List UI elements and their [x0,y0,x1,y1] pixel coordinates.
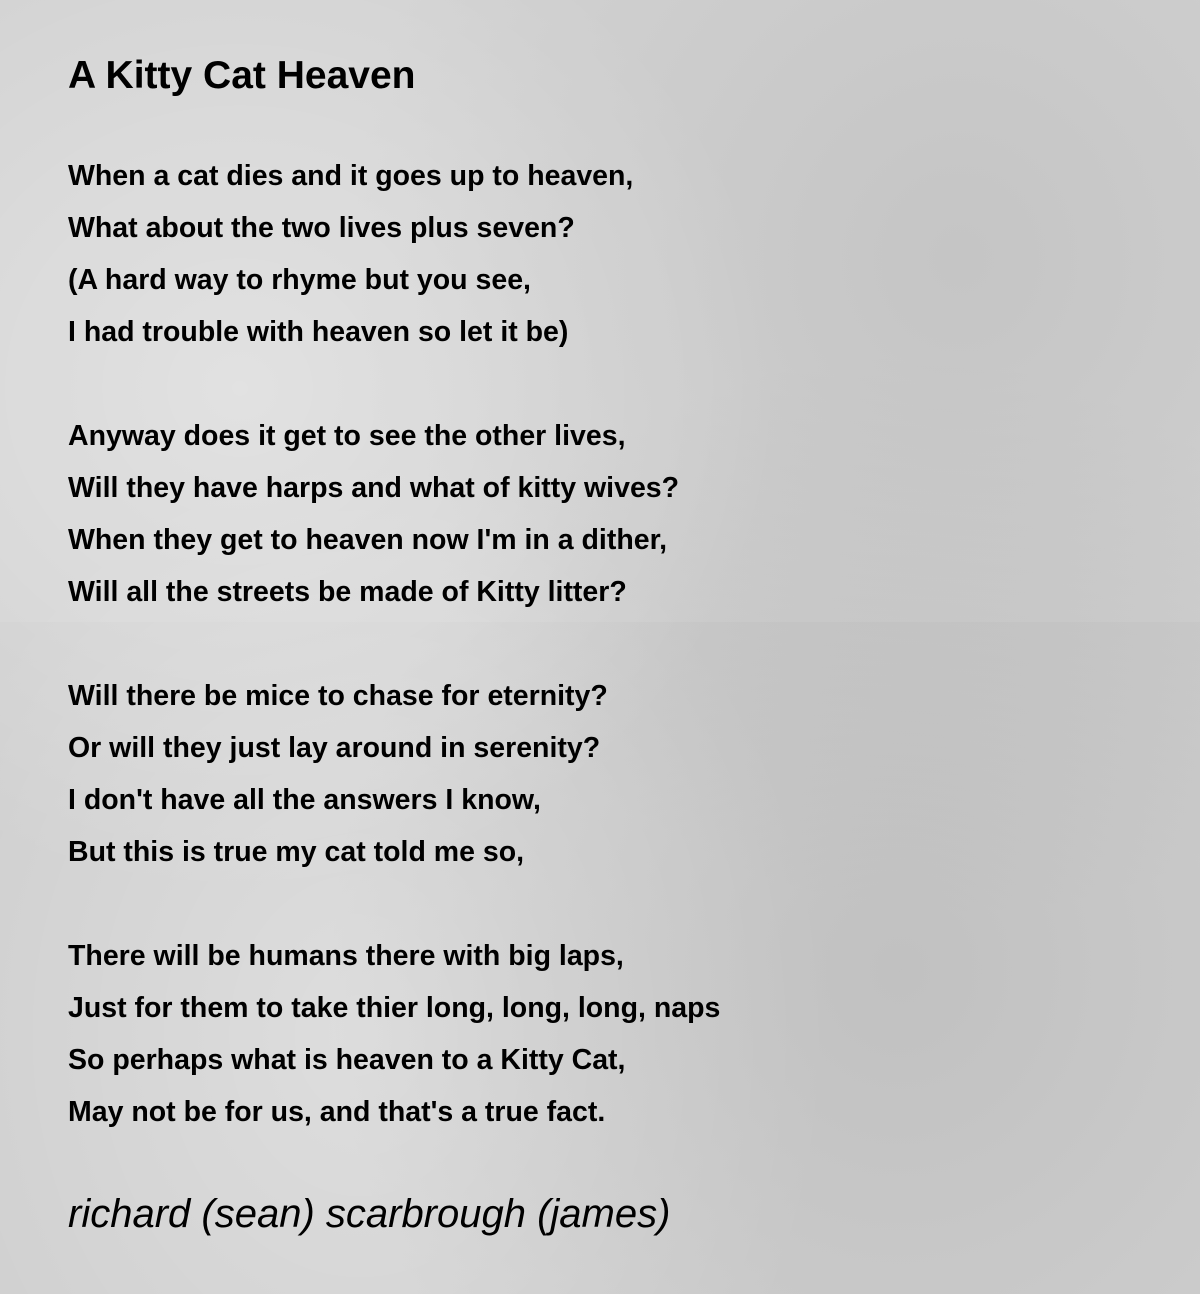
poem-line: There will be humans there with big laps, [68,940,624,972]
stanza [68,416,720,624]
stanza [68,936,720,1144]
poem-line: Or will they just lay around in serenity? [68,732,601,764]
poem-line: Just for them to take thier long, long, long, naps [68,992,721,1024]
poem-line: Will there be mice to chase for eternity? [68,680,608,712]
poem-line: May not be for us, and that's a true fact. [68,1096,606,1128]
poem-line: When they get to heaven now I'm in a dither, [68,524,668,556]
poem-line: What about the two lives plus seven? [68,212,575,244]
poem-line: Will they have harps and what of kitty wives? [68,472,680,504]
poem-line: But this is true my cat told me so, [68,836,525,868]
poem-line: So perhaps what is heaven to a Kitty Cat, [68,1044,626,1076]
poem-line: Anyway does it get to see the other lives, [68,420,626,452]
poem-line: I had trouble with heaven so let it be) [68,316,569,348]
poem-line: I don't have all the answers I know, [68,784,541,816]
stanza [68,676,720,884]
stanza-gap [68,624,720,676]
stanza [68,156,720,364]
poem-line: (A hard way to rhyme but you see, [68,264,531,296]
poem-author: richard (sean) scarbrough (james) [68,1192,671,1236]
stanza-gap [68,364,720,416]
stanza-gap [68,884,720,936]
poem-line: When a cat dies and it goes up to heaven, [68,160,634,192]
poem-line: Will all the streets be made of Kitty litter? [68,576,627,608]
poem-body [68,156,720,1144]
poem-title: A Kitty Cat Heaven [68,54,416,97]
